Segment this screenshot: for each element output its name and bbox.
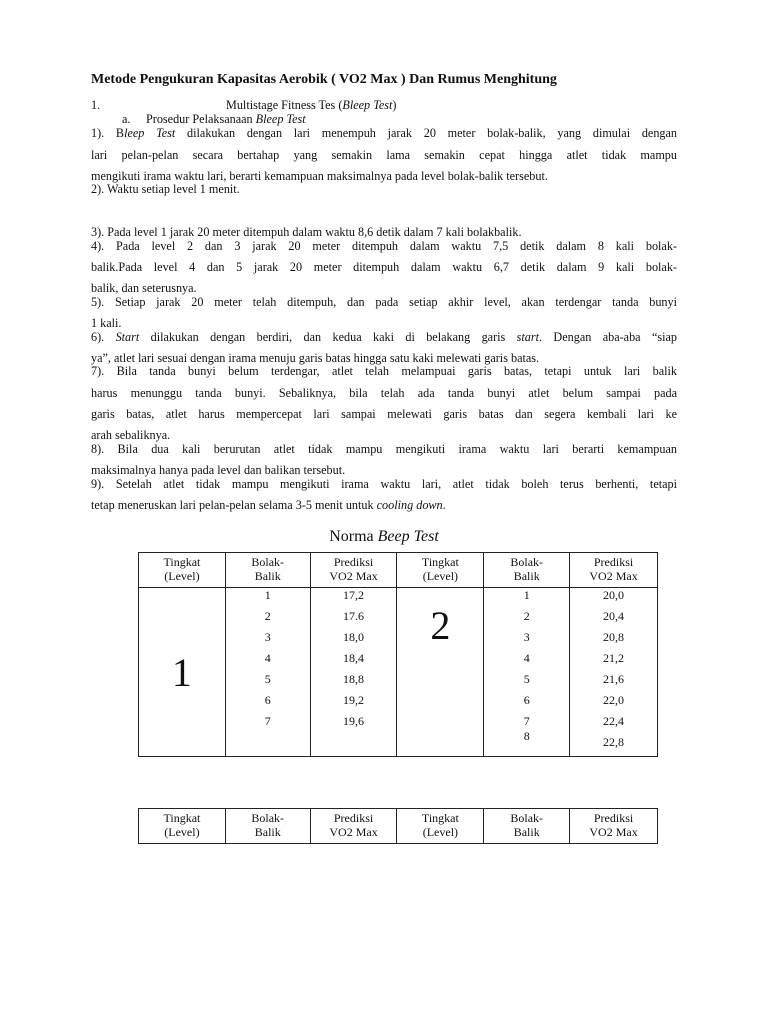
sub-item-a	[122, 112, 522, 127]
header-tingkat: Tingkat (Level)	[139, 553, 226, 588]
list-number: 1.	[91, 98, 101, 112]
paragraph-7-line-3: garis batas, atlet harus mempercepat lari sampai melewati garis batas dan segera kembali lari ke	[91, 407, 677, 421]
table-cell: 5	[264, 672, 271, 686]
table-cell: 4	[523, 651, 530, 665]
table-title	[0, 528, 768, 546]
paragraph-8-line-2: maksimalnya hanya pada level dan balikan tersebut.	[91, 463, 346, 477]
paragraph-9-line-2	[91, 498, 677, 513]
table-title-italic: Beep Test	[377, 528, 439, 545]
sub-text: Prosedur Pelaksanaan	[146, 112, 256, 126]
norma-table	[138, 552, 658, 757]
table-cell: 3	[264, 630, 271, 644]
list-text-italic: Bleep Test	[342, 98, 393, 112]
sub-text-italic: Bleep Test	[255, 112, 306, 126]
p6-middle: dilakukan dengan berdiri, dan kedua kaki di belakang garis	[139, 330, 517, 344]
paragraph-4-line-1: 4). Pada level 2 dan 3 jarak 20 meter ditempuh dalam waktu 7,5 detik dalam 8 kali bolak-	[91, 239, 677, 253]
table-cell: 7	[264, 714, 271, 728]
table-header-row	[139, 553, 658, 588]
paragraph-3: 3). Pada level 1 jarak 20 meter ditempuh dalam waktu 8,6 detik dalam 7 kali bolakbalik.	[91, 225, 522, 239]
p6-end: . Dengan aba-aba “siap	[539, 330, 677, 344]
p9-end: .	[442, 498, 446, 512]
table-cell: 1	[523, 588, 530, 602]
paragraph-9-line-1: 9). Setelah atlet tidak mampu mengikuti irama waktu lari, atlet tidak boleh terus berhenti, tetapi	[91, 477, 677, 491]
p9-italic: cooling down	[376, 498, 443, 512]
level-cell: 1	[139, 588, 226, 757]
table-cell: 18,8	[343, 672, 365, 686]
p1-text: dilakukan dengan lari menempuh jarak 20 meter bolak-balik, yang dimulai dengan	[175, 126, 678, 140]
header-prediksi: Prediksi VO2 Max	[310, 553, 397, 588]
table-cell: 2	[523, 609, 530, 623]
paragraph-4-line-2: balik.Pada level 4 dan 5 jarak 20 meter ditempuh dalam waktu 6,7 detik dalam 9 kali bolak-	[91, 260, 677, 274]
header-bolak-balik: Bolak- Balik	[225, 809, 310, 844]
table-cell: 20,4	[603, 609, 625, 623]
table-cell: 6	[523, 693, 530, 707]
paragraph-6-line-2: ya”, atlet lari sesuai dengan irama menuju garis batas hingga satu kaki melewati garis batas.	[91, 351, 540, 365]
p6-italic-start-2: start	[516, 330, 539, 344]
paragraph-2: 2). Waktu setiap level 1 menit.	[91, 182, 240, 196]
table-row	[139, 588, 658, 757]
table-header-row	[139, 809, 658, 844]
shuttle-column	[225, 588, 310, 757]
paragraph-7-line-2: harus menunggu tanda bunyi. Sebaliknya, bila telah ada tanda bunyi atlet belum sampai pada	[91, 386, 677, 400]
level-cell: 2	[397, 588, 484, 757]
paragraph-1-line-2: lari pelan-pelan secara bertahap yang semakin lama semakin cepat hingga atlet tidak mampu	[91, 148, 677, 162]
paragraph-4-line-3: balik, dan seterusnya.	[91, 281, 197, 295]
p6-prefix: 6).	[91, 330, 116, 344]
header-prediksi: Prediksi VO2 Max	[570, 553, 658, 588]
table-cell: 8	[523, 729, 530, 743]
header-bolak-balik: Bolak- Balik	[225, 553, 310, 588]
table-title-text: Norma	[329, 528, 378, 545]
p6-italic-start: Start	[115, 330, 140, 344]
table-cell: 1	[264, 588, 271, 602]
vo2-column	[570, 588, 658, 757]
list-text: Multistage Fitness Tes (	[226, 98, 343, 112]
table-cell: 4	[264, 651, 271, 665]
table-cell: 18,0	[343, 630, 365, 644]
paragraph-1-line-3: mengikuti irama waktu lari, berarti kemampuan maksimalnya pada level bolak-balik tersebut.	[91, 169, 548, 183]
table-cell: 6	[264, 693, 271, 707]
table-cell: 17.6	[343, 609, 365, 623]
paragraph-7-line-4: arah sebaliknya.	[91, 428, 171, 442]
table-cell: 7	[523, 714, 530, 728]
table-cell: 2	[264, 609, 271, 623]
header-prediksi: Prediksi VO2 Max	[570, 809, 658, 844]
table-cell: 22,4	[603, 714, 625, 728]
table-cell: 17,2	[343, 588, 365, 602]
list-item-1	[91, 98, 677, 113]
document-title: Metode Pengukuran Kapasitas Aerobik ( VO2 Max ) Dan Rumus Menghitung	[91, 72, 557, 87]
table-cell: 22,8	[603, 735, 625, 749]
p1-prefix: 1). B	[91, 126, 125, 140]
paragraph-5-line-1: 5). Setiap jarak 20 meter telah ditempuh, dan pada setiap akhir level, akan terdengar tanda bunyi	[91, 295, 677, 309]
paragraph-5-line-2: 1 kali.	[91, 316, 122, 330]
paragraph-8-line-1: 8). Bila dua kali berurutan atlet tidak mampu mengikuti irama waktu lari berarti kemampuan	[91, 442, 677, 456]
table-cell: 22,0	[603, 693, 625, 707]
paragraph-7-line-1: 7). Bila tanda bunyi belum terdengar, atlet telah melampuai garis batas, tetapi untuk lari balik	[91, 364, 677, 378]
table-cell: 3	[523, 630, 530, 644]
table-cell: 21,6	[603, 672, 625, 686]
norma-table-2	[138, 808, 658, 844]
header-tingkat: Tingkat (Level)	[139, 809, 226, 844]
sub-letter: a.	[122, 112, 131, 126]
table-cell: 19,2	[343, 693, 365, 707]
table-cell: 19,6	[343, 714, 365, 728]
paragraph-6-line-1	[91, 330, 677, 345]
p1-italic: leep Test	[124, 126, 176, 140]
shuttle-column	[484, 588, 570, 757]
list-text-end: )	[392, 98, 397, 112]
vo2-column	[310, 588, 397, 757]
header-tingkat: Tingkat (Level)	[397, 809, 484, 844]
header-tingkat: Tingkat (Level)	[397, 553, 484, 588]
table-cell: 20,0	[603, 588, 625, 602]
table-cell: 21,2	[603, 651, 625, 665]
header-bolak-balik: Bolak- Balik	[484, 809, 570, 844]
p9-text: tetap meneruskan lari pelan-pelan selama 3-5 menit untuk	[91, 498, 377, 512]
header-bolak-balik: Bolak- Balik	[484, 553, 570, 588]
table-cell: 5	[523, 672, 530, 686]
table-cell: 20,8	[603, 630, 625, 644]
header-prediksi: Prediksi VO2 Max	[310, 809, 397, 844]
paragraph-1-line-1	[91, 126, 677, 141]
table-cell: 18,4	[343, 651, 365, 665]
